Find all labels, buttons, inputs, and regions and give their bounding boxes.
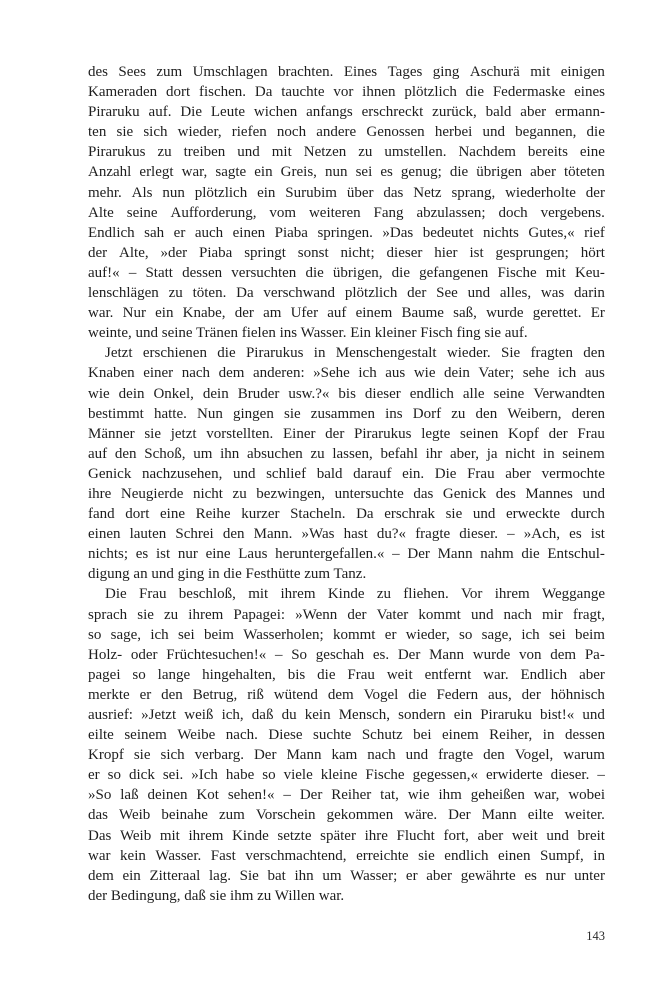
text-line: digung an und ging in die Festhütte zum Tanz.	[88, 566, 367, 583]
text-line: auf den Schoß, um ihn absuchen zu lassen, befahl ihr aber, ja nicht in seinem	[88, 445, 605, 462]
text-line: Die Frau beschloß, mit ihrem Kinde zu fliehen. Vor ihrem Weggange	[105, 586, 605, 603]
text-line: ihre Neugierde nicht zu bezwingen, untersuchte das Genick des Mannes und	[88, 485, 605, 502]
text-line: pagei so lange hingehalten, bis die Frau weit entfernt war. Endlich aber	[88, 666, 605, 683]
text-line: Knaben einer nach dem anderen: »Sehe ich aus wie dein Vater; sehe ich aus	[88, 365, 605, 382]
text-line: ausrief: »Jetzt weiß ich, daß du kein Mensch, sondern ein Piraruku bist!« und	[88, 707, 605, 723]
text-line: nichts; es ist nur eine Laus heruntergefallen.« – Der Mann nahm die Entschul-	[88, 546, 605, 563]
text-line: fand dort eine Reihe kurzer Stacheln. Da erschrak sie und erweckte durch	[88, 506, 605, 523]
text-line: des Sees zum Umschlagen brachten. Eines Tages ging Aschurä mit einigen	[88, 64, 605, 80]
text-line: Endlich sah er auch einen Piaba springen. »Das bedeutet nichts Gutes,« rief	[88, 224, 605, 241]
text-line: sprach sie zu ihrem Papagei: »Wenn der Vater kommt und nach mir fragt,	[88, 606, 605, 623]
text-line: der Alte, »der Piaba springt sonst nicht; dieser hier ist gesprungen; hört	[88, 244, 605, 261]
text-line: Jetzt erschienen die Pirarukus in Menschengestalt wieder. Sie fragten den	[105, 345, 605, 362]
text-line: Anzahl erlegt war, sagte ein Greis, nun sei es genug; die übrigen aber töteten	[88, 164, 605, 181]
text-line: bestimmt hatte. Nun gingen sie zusammen ins Dorf zu den Weibern, deren	[88, 405, 605, 422]
text-line: eilte seinem Weibe nach. Diese suchte Schutz bei einem Reiher, in dessen	[88, 727, 605, 744]
text-line: Holz- oder Früchtesuchen!« – So geschah es. Der Mann wurde von dem Pa-	[88, 646, 605, 663]
text-line: mehr. Als nun plötzlich ein Surubim über das Netz sprang, wiederholte der	[88, 184, 605, 201]
text-line: dem ein Zitteraal lag. Sie bat ihn um Wasser; er aber gewährte es nur unter	[88, 867, 605, 884]
text-line: so sage, ich sei beim Wasserholen; kommt er wieder, so sage, ich sei beim	[88, 626, 605, 643]
text-line: Piraruku auf. Die Leute wichen anfangs erschreckt zurück, bald aber ermann-	[88, 104, 605, 121]
text-line: Genick nachzusehen, und schlief bald darauf ein. Die Frau aber vermochte	[88, 465, 605, 482]
text-line: wie dein Onkel, dein Bruder usw.?« bis dieser endlich alle seine Verwandten	[88, 385, 605, 402]
text-line: auf!« – Statt dessen versuchten die übrigen, die gefangenen Fische mit Keu-	[88, 264, 605, 281]
paragraph	[88, 584, 605, 906]
text-line: einen lauten Schrei den Mann. »Was hast du?« fragte dieser. – »Ach, es ist	[88, 526, 605, 543]
text-line: Alte seine Aufforderung, vom weiteren Fang abzulassen; doch vergebens.	[88, 204, 605, 221]
text-line: Pirarukus zu treiben und mit Netzen zu umstellen. Nachdem bereits eine	[88, 144, 605, 161]
text-line: Männer sie jetzt vorstellten. Einer der Pirarukus legte seinen Kopf der Frau	[88, 425, 605, 442]
text-line: »So laß deinen Kot sehen!« – Der Reiher tat, wie ihm geheißen war, wobei	[88, 787, 605, 804]
text-line: der Bedingung, daß sie ihm zu Willen war.	[88, 887, 345, 904]
paragraph	[88, 62, 605, 343]
text-line: merkte er den Betrug, riß wütend dem Vogel die Federn aus, der höhnisch	[88, 686, 605, 703]
text-line: Das Weib mit ihrem Kinde setzte später ihre Flucht fort, aber weit und breit	[88, 827, 605, 844]
text-line: lenschlägen zu töten. Da verschwand plötzlich der See und alles, was darin	[88, 285, 605, 302]
text-line: er so dick sei. »Ich habe so viele kleine Fische gegessen,« erwiderte dieser. –	[88, 767, 605, 784]
text-line: weinte, und seine Tränen fielen ins Wasser. Ein kleiner Fisch fing sie auf.	[88, 325, 528, 342]
text-line: war kein Wasser. Fast verschmachtend, erreichte sie endlich einen Sumpf, in	[88, 847, 605, 864]
story-text	[88, 62, 605, 906]
text-line: Kameraden dort fischen. Da tauchte vor ihnen plötzlich die Federmaske eines	[88, 84, 605, 101]
text-line: das Weib beinahe zum Vorschein gekommen wäre. Der Mann eilte weiter.	[88, 807, 605, 824]
paragraph	[88, 343, 605, 584]
text-line: war. Nur ein Knabe, der am Ufer auf einem Baume saß, wurde gerettet. Er	[88, 305, 605, 322]
text-line: ten sie sich wieder, riefen noch andere Genossen herbei und begannen, die	[88, 124, 605, 141]
page-number: 143	[586, 929, 605, 943]
text-line: Kropf sie sich verbarg. Der Mann kam nach und fragte den Vogel, warum	[88, 747, 605, 764]
